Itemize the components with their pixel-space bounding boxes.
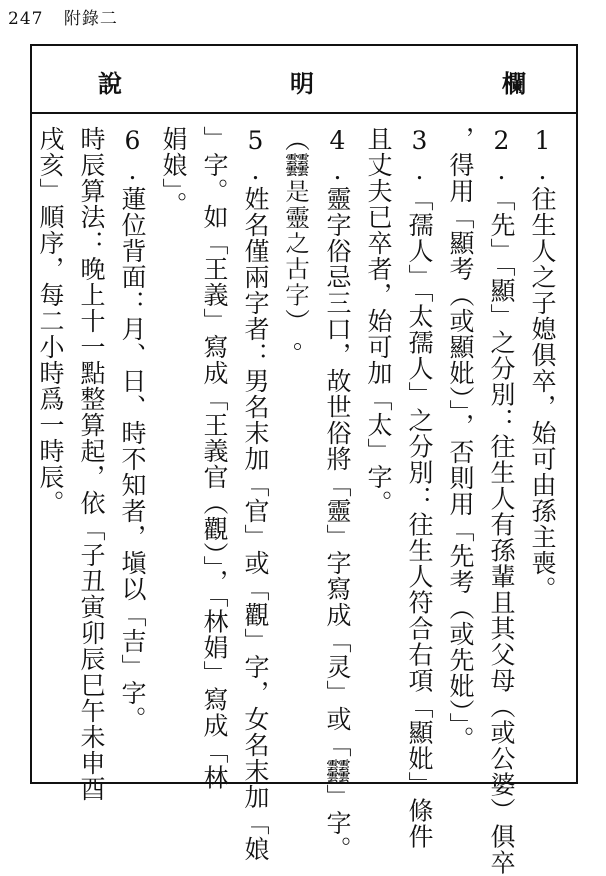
table-title-row [32, 46, 576, 114]
text-column: 1.往生人之子媳俱卒，始可由孫主喪。 [528, 126, 557, 602]
text-column: 」字。如「王義」寫成「王義官（觀）」，「林娟」寫成「林 [200, 126, 229, 791]
text-column: 戌亥」順序，每二小時爲一時辰。 [36, 126, 65, 516]
text-column: 且丈夫已卒者，始可加「太」字。 [364, 126, 393, 516]
text-column: （𩇔是靈之古字）。 [282, 126, 311, 360]
text-column: 娟娘」。 [159, 126, 188, 218]
text-column: 4.靈字俗忌三口，故世俗將「靈」字寫成「灵」或「𩇔」字。 [323, 126, 352, 862]
text-column: 5.姓名僅兩字者：男名末加「官」或「觀」字，女名末加「娘 [241, 126, 270, 862]
title-char-1: 說 [98, 69, 122, 98]
text-column: 3.「孺人」「太孺人」之分別：往生人符合右項「顯妣」條件 [405, 126, 434, 850]
page-header [8, 4, 118, 29]
page-number: 247 [8, 9, 44, 29]
text-column: ，得用「顯考（或顯妣）」，否則用「先考（或先妣）」。 [446, 126, 475, 752]
text-column: 6.蓮位背面：月、日、時不知者，塡以「吉」字。 [118, 126, 147, 732]
explanation-table [30, 44, 578, 876]
text-column: 2.「先」「顯」之分別：往生人有孫輩且其父母（或公婆）俱卒 [487, 126, 516, 876]
title-char-3: 欄 [502, 69, 526, 98]
table-body [32, 114, 576, 876]
section-title: 附錄二 [63, 9, 118, 29]
text-column: 時辰算法：晚上十一點整算起，依「子丑寅卯辰巳午未申酉 [77, 126, 106, 802]
title-char-2: 明 [290, 69, 314, 98]
